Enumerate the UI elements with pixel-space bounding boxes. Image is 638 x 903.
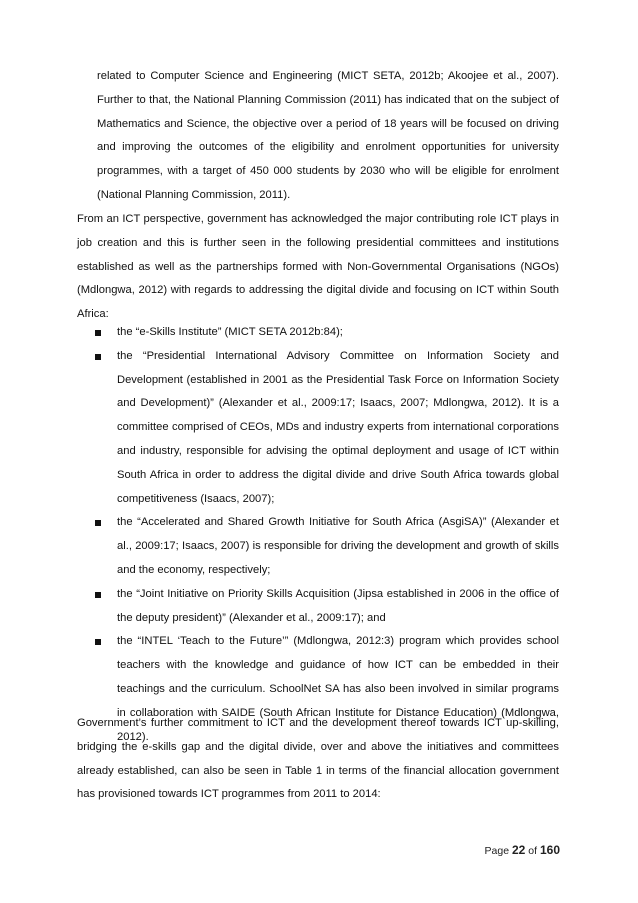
list-item	[77, 511, 559, 582]
list-item-text: the “Joint Initiative on Priority Skills Acquisition (Jipsa established in 2006 in the office of the deputy president)” (Alexander et al., 2009:17); and	[117, 587, 559, 624]
list-item-text: the “INTEL ‘Teach to the Future’” (Mdlongwa, 2012:3) program which provides school teachers with the knowledge and guidance of how ICT can be embedded in their teachings and the curriculum. SchoolNet SA has also been involved in similar programs in collaboration with SAIDE (South African Institute for Distance Education) (Mdlongwa, 2012).	[117, 635, 559, 743]
committee-bullet-list	[77, 321, 559, 749]
total-pages-number: 160	[539, 843, 560, 857]
of-label: of	[528, 845, 538, 857]
paragraph-continued: related to Computer Science and Engineering (MICT SETA, 2012b; Akoojee et al., 2007). Further to that, the National Planning Commission (2011) has indicated that on the subject of Mathematics and Science, the objective over a period of 18 years will be focused on driving and improving the outcomes of the eligibility and enrolment opportunities for university programmes, with a target of 450 000 students by 2030 who will be eligible for enrolment (National Planning Commission, 2011).	[97, 70, 559, 201]
square-bullet-icon	[95, 354, 101, 360]
list-item-text: the “e-Skills Institute” (MICT SETA 2012b:84);	[117, 326, 343, 338]
list-item	[77, 321, 559, 345]
page-label: Page	[484, 845, 510, 857]
page-number-footer	[485, 839, 560, 864]
paragraph-government-commitment: Government’s further commitment to ICT and the development thereof towards ICT up-skilling, bridging the e-skills gap and the digital divide, over and above the initiatives and committees already established, can also be seen in Table 1 in terms of the financial allocation government has provisioned towards ICT programmes from 2011 to 2014:	[77, 717, 559, 801]
paragraph-ict-perspective: From an ICT perspective, government has acknowledged the major contributing role ICT plays in job creation and this is further seen in the following presidential committees and institutions established as well as the partnerships formed with Non-Governmental Organisations (NGOs) (Mdlongwa, 2012) with regards to addressing the digital divide and focusing on ICT within South Africa:	[77, 213, 559, 321]
square-bullet-icon	[95, 330, 101, 336]
current-page-number: 22	[512, 843, 526, 857]
square-bullet-icon	[95, 520, 101, 526]
list-item-text: the “Accelerated and Shared Growth Initiative for South Africa (AsgiSA)” (Alexander et al., 2009:17; Isaacs, 2007) is responsible for driving the development and growth of skills and the economy, respectively;	[117, 516, 559, 576]
list-item	[77, 345, 559, 512]
list-item	[77, 583, 559, 631]
square-bullet-icon	[95, 592, 101, 598]
square-bullet-icon	[95, 639, 101, 645]
list-item-text: the “Presidential International Advisory Committee on Information Society and Development (established in 2001 as the Presidential Task Force on Information Society and Development)” (Alexander et al., 2009:17; Isaacs, 2007; Mdlongwa, 2012). It is a committee comprised of CEOs, MDs and industry experts from international corporations and industry, responsible for advising the optimal deployment and usage of ICT within South Africa in order to address the digital divide and drive South Africa towards global competitiveness (Isaacs, 2007);	[117, 349, 559, 505]
